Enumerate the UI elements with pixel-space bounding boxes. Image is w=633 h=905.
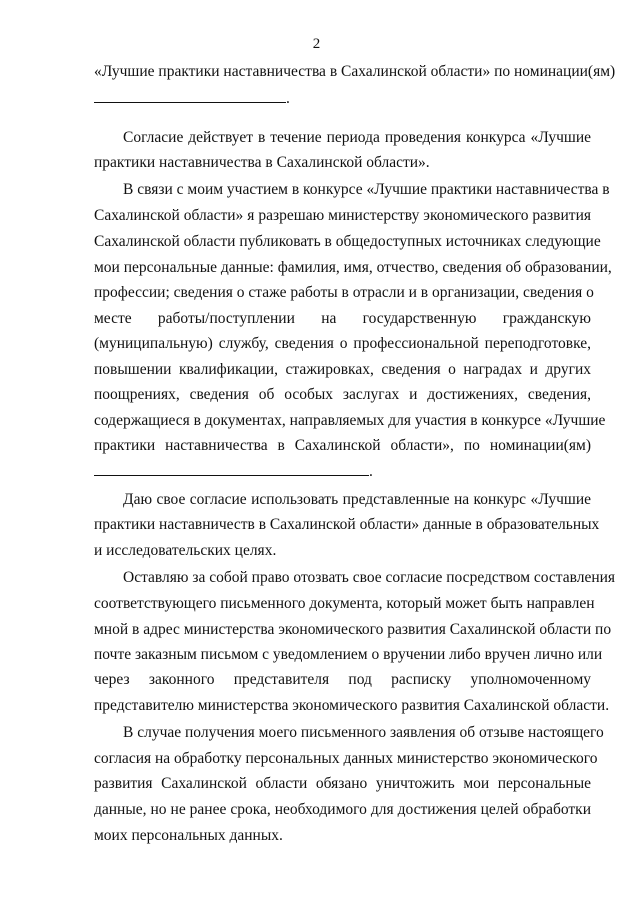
text-line: профессии; сведения о стаже работы в отрасли и в организации, сведения о [94, 284, 594, 301]
text-line: повышении квалификации, стажировках, сведения о наградах и других [94, 361, 591, 378]
text-line: месте работы/поступлении на государственную гражданскую [94, 310, 591, 327]
text-line: представителю министерства экономического развития Сахалинской области. [94, 697, 610, 714]
text-line: Сахалинской области публиковать в общедоступных источниках следующие [94, 233, 601, 250]
text-line: соответствующего письменного документа, который может быть направлен [94, 595, 595, 612]
text-line: «Лучшие практики наставничества в Сахалинской области» по номинации(ям) [94, 63, 616, 80]
text-line: моих персональных данных. [94, 827, 283, 844]
blank-field-line [94, 88, 290, 109]
blank-underline [94, 88, 286, 103]
page-number: 2 [312, 36, 321, 52]
line-end-period: . [286, 90, 290, 107]
text-line: почте заказным письмом с уведомлением о вручении либо вручен лично или [94, 646, 603, 663]
text-line: В связи с моим участием в конкурсе «Лучшие практики наставничества в [123, 181, 610, 198]
text-line: В случае получения моего письменного заявления об отзыве настоящего [123, 724, 604, 741]
text-line: содержащиеся в документах, направляемых для участия в конкурсе «Лучшие [94, 412, 606, 429]
text-line: практики наставничеств в Сахалинской области» данные в образовательных [94, 516, 600, 533]
text-line: через законного представителя под расписку уполномоченному [94, 671, 591, 688]
text-line: Согласие действует в течение периода проведения конкурса «Лучшие [123, 129, 591, 146]
text-line: Даю свое согласие использовать представленные на конкурс «Лучшие [123, 491, 591, 508]
text-line: (муниципальную) службу, сведения о профессиональной переподготовке, [94, 335, 591, 352]
text-line: и исследовательских целях. [94, 542, 277, 559]
text-line: мной в адрес министерства экономического развития Сахалинской области по [94, 621, 612, 638]
text-line: мои персональные данные: фамилия, имя, отчество, сведения об образовании, [94, 259, 612, 276]
text-line: согласия на обработку персональных данных министерство экономического [94, 750, 598, 767]
text-line: Сахалинской области» я разрешаю министерству экономического развития [94, 207, 591, 224]
text-line: поощрениях, сведения об особых заслугах и достижениях, сведения, [94, 386, 591, 403]
text-line: развития Сахалинской области обязано уничтожить мои персональные [94, 775, 591, 792]
line-end-period: . [369, 463, 373, 480]
text-line: Оставляю за собой право отозвать свое согласие посредством составления [123, 569, 616, 586]
text-line: практики наставничества в Сахалинской области». [94, 154, 430, 171]
text-line: практики наставничества в Сахалинской области», по номинации(ям) [94, 437, 591, 454]
text-line: данные, но не ранее срока, необходимого для достижения целей обработки [94, 801, 591, 818]
blank-field-line [94, 461, 373, 482]
blank-underline [94, 461, 369, 476]
